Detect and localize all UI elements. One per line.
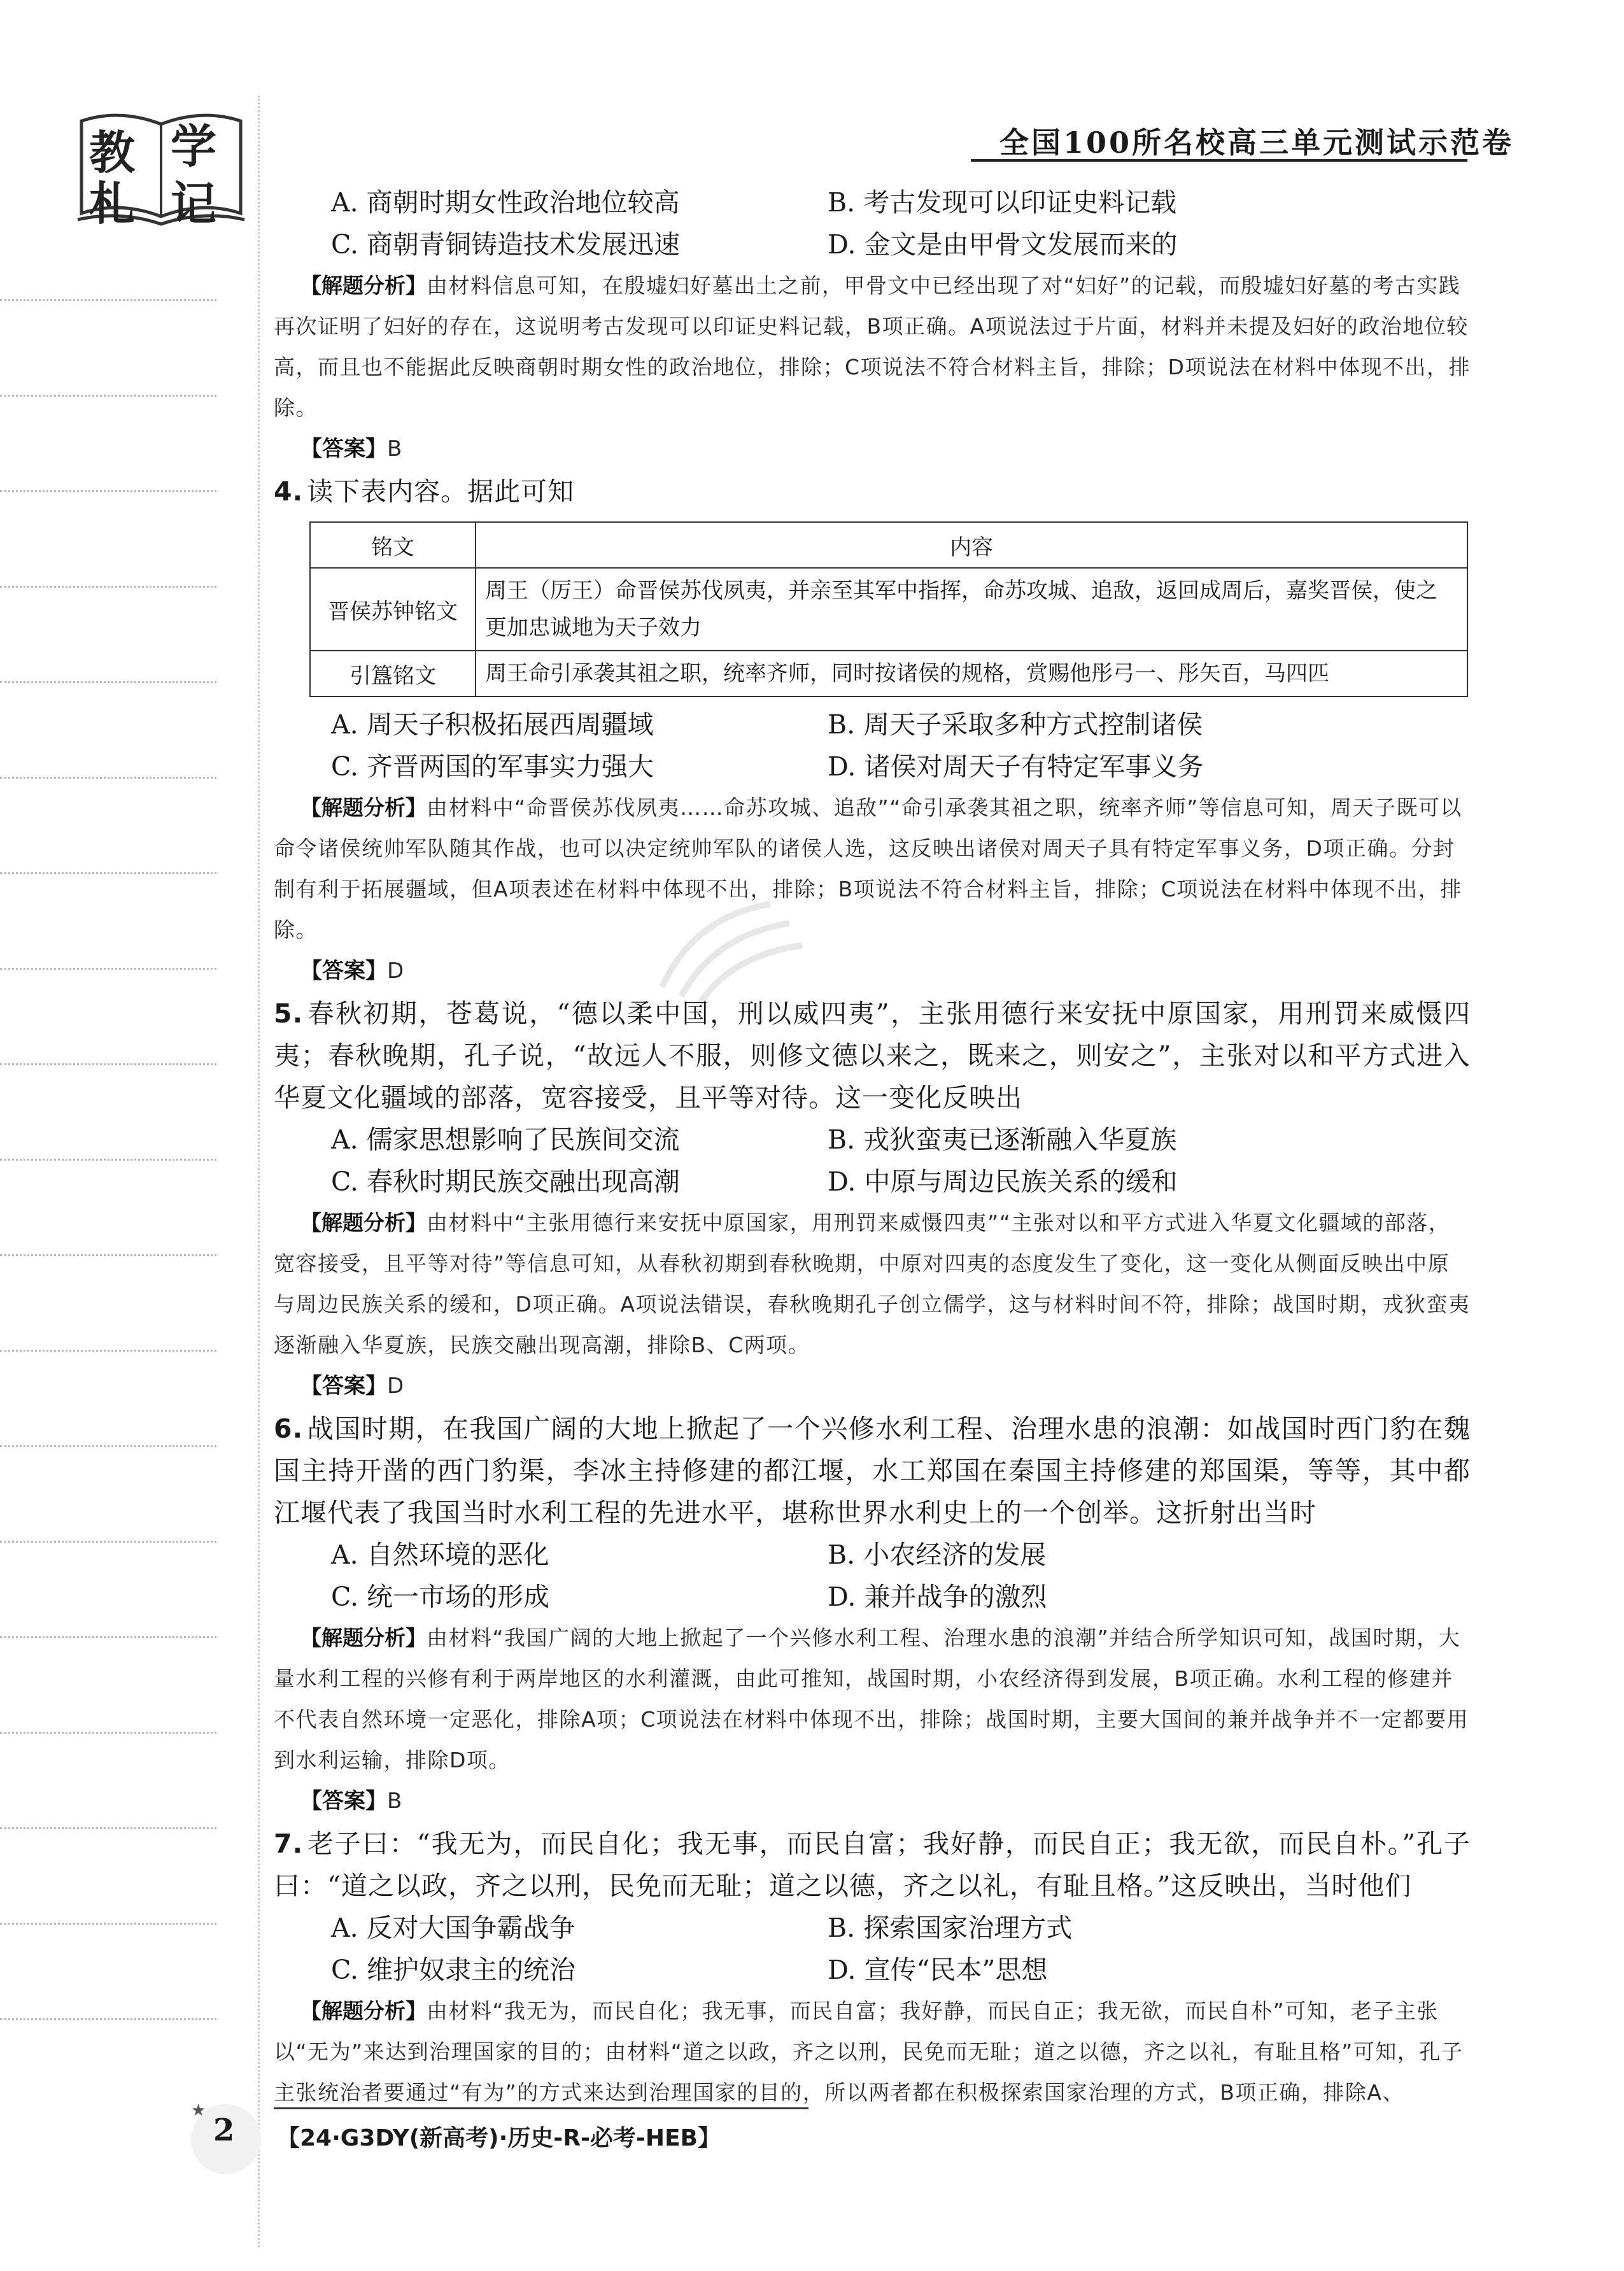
q5-answer bbox=[274, 1366, 1471, 1406]
q4-option-b[interactable]: B. 周天子采取多种方式控制诸侯 bbox=[828, 709, 1203, 740]
notes-logo-char: 学 bbox=[171, 119, 217, 173]
series-title: 全国100所名校高三单元测试示范卷 bbox=[999, 125, 1515, 160]
note-line bbox=[0, 1923, 216, 1925]
q6-analysis-text: 由材料“我国广阔的大地上掀起了一个兴修水利工程、治理水患的浪潮”并结合所学知识可知，战国时期，大量水利工程的兴修有利于两岸地区的水利灌溉，由此可推知，战国时期，小农经济得到发展，B项正确。水利工程的修建并不代表自然环境一定恶化，排除A项；C项说法在材料中体现不出，排除；战国时期，主要大国间的兼并战争并不一定都要用到水利运输，排除D项。 bbox=[274, 1625, 1469, 1772]
analysis-label: 【解题分析】 bbox=[300, 1625, 427, 1650]
q4-stem-text: 读下表内容。据此可知 bbox=[307, 476, 575, 507]
q4-option-a[interactable]: A. 周天子积极拓展西周疆域 bbox=[331, 709, 654, 740]
note-line bbox=[0, 2018, 216, 2020]
q7-option-b[interactable]: B. 探索国家治理方式 bbox=[828, 1913, 1073, 1943]
q6-answer bbox=[274, 1781, 1471, 1822]
note-line bbox=[0, 681, 216, 683]
q7-option-c[interactable]: C. 维护奴隶主的统治 bbox=[331, 1955, 575, 1985]
table-row bbox=[310, 568, 1467, 651]
answer-label: 【答案】 bbox=[300, 1788, 387, 1814]
q5-stem bbox=[274, 993, 1471, 1119]
question-content bbox=[274, 181, 1471, 2113]
notes-margin bbox=[0, 0, 229, 2271]
table-cell-inscription: 晋侯苏钟铭文 bbox=[310, 568, 476, 651]
q4-number: 4. bbox=[274, 476, 304, 507]
q7-analysis bbox=[274, 1991, 1471, 2113]
q5-option-b[interactable]: B. 戎狄蛮夷已逐渐融入华夏族 bbox=[828, 1124, 1177, 1155]
q4-option-c[interactable]: C. 齐晋两国的军事实力强大 bbox=[331, 751, 654, 782]
analysis-label: 【解题分析】 bbox=[300, 273, 427, 298]
q3-answer-value: B bbox=[387, 436, 402, 462]
q5-analysis bbox=[274, 1203, 1471, 1366]
header-rule bbox=[971, 159, 1467, 162]
q4-answer-value: D bbox=[387, 958, 404, 984]
notes-logo-char: 记 bbox=[171, 176, 217, 230]
q5-options bbox=[274, 1119, 1471, 1203]
answer-label: 【答案】 bbox=[300, 1373, 387, 1399]
table-row bbox=[310, 651, 1467, 697]
exam-code: 【24·G3DY(新高考)·历史-R-必考-HEB】 bbox=[277, 2125, 721, 2151]
q7-number: 7. bbox=[274, 1829, 304, 1859]
notes-logo-char: 札 bbox=[89, 176, 136, 230]
notes-logo-char: 教 bbox=[89, 125, 136, 180]
note-line bbox=[0, 1827, 216, 1829]
q6-option-c[interactable]: C. 统一市场的形成 bbox=[331, 1581, 549, 1612]
q4-options bbox=[274, 704, 1471, 788]
note-line bbox=[0, 1445, 216, 1447]
table-cell-inscription: 引簋铭文 bbox=[310, 651, 476, 697]
star-icon: ★ bbox=[191, 2101, 206, 2120]
note-line bbox=[0, 777, 216, 779]
note-line bbox=[0, 395, 216, 397]
note-line bbox=[0, 1636, 216, 1638]
note-line bbox=[0, 299, 216, 301]
q3-option-b[interactable]: B. 考古发现可以印证史料记载 bbox=[828, 187, 1177, 218]
q7-options bbox=[274, 1907, 1471, 1991]
q6-stem bbox=[274, 1408, 1471, 1534]
note-line bbox=[0, 1541, 216, 1543]
q4-stem bbox=[274, 470, 1471, 513]
q3-answer bbox=[274, 428, 1471, 469]
q6-options bbox=[274, 1534, 1471, 1618]
q4-analysis-text: 由材料中“命晋侯苏伐夙夷……命苏攻城、追敌”“命引承袭其祖之职，统率齐师”等信息可知，周天子既可以命令诸侯统帅军队随其作战，也可以决定统帅军队的诸侯人选，这反映出诸侯对周天子具有特定军事义务，D项正确。分封制有利于拓展疆域，但A项表述在材料中体现不出，排除；B项说法不符合材料主旨，排除；C项说法在材料中体现不出，排除。 bbox=[274, 795, 1462, 942]
footer-rule bbox=[274, 2107, 808, 2109]
note-line bbox=[0, 1254, 216, 1256]
q7-stem bbox=[274, 1823, 1471, 1907]
note-line bbox=[0, 490, 216, 492]
q5-option-a[interactable]: A. 儒家思想影响了民族间交流 bbox=[331, 1124, 680, 1155]
table-cell-content: 周王（厉王）命晋侯苏伐夙夷，并亲至其军中指挥，命苏攻城、追敌，返回成周后，嘉奖晋侯，使之更加忠诚地为天子效力 bbox=[476, 568, 1467, 651]
q3-option-c[interactable]: C. 商朝青铜铸造技术发展迅速 bbox=[331, 229, 680, 260]
note-line bbox=[0, 1350, 216, 1352]
analysis-label: 【解题分析】 bbox=[300, 1999, 427, 2023]
q7-option-d[interactable]: D. 宣传“民本”思想 bbox=[828, 1955, 1048, 1985]
answer-label: 【答案】 bbox=[300, 958, 387, 984]
q6-option-b[interactable]: B. 小农经济的发展 bbox=[828, 1539, 1047, 1570]
q6-number: 6. bbox=[274, 1413, 304, 1444]
q5-stem-text: 春秋初期，苍葛说，“德以柔中国，刑以威四夷”，主张用德行来安抚中原国家，用刑罚来威慑四夷；春秋晚期，孔子说，“故远人不服，则修文德以来之，既来之，则安之”，主张对以和平方式进入华夏文化疆域的部落，宽容接受，且平等对待。这一变化反映出 bbox=[274, 998, 1471, 1113]
analysis-label: 【解题分析】 bbox=[300, 1210, 427, 1235]
note-line bbox=[0, 1732, 216, 1734]
notes-logo bbox=[75, 108, 247, 229]
note-line bbox=[0, 586, 216, 588]
q3-analysis bbox=[274, 265, 1471, 428]
q7-option-a[interactable]: A. 反对大国争霸战争 bbox=[331, 1913, 575, 1943]
table-header-inscription: 铭文 bbox=[310, 522, 476, 568]
q6-option-a[interactable]: A. 自然环境的恶化 bbox=[331, 1539, 549, 1570]
margin-divider bbox=[258, 96, 260, 2247]
q7-analysis-text: 由材料“我无为，而民自化；我无事，而民自富；我好静，而民自正；我无欲，而民自朴”可知，老子主张以“无为”来达到治理国家的目的；由材料“道之以政，齐之以刑，民免而无耻；道之以德，齐之以礼，有耻且格”可知，孔子主张统治者要通过“有为”的方式来达到治理国家的目的，所以两者都在积极探索国家治理的方式，B项正确，排除A、 bbox=[274, 1999, 1464, 2105]
q5-option-c[interactable]: C. 春秋时期民族交融出现高潮 bbox=[331, 1166, 680, 1197]
q5-answer-value: D bbox=[387, 1373, 404, 1399]
answer-label: 【答案】 bbox=[300, 436, 387, 462]
q6-option-d[interactable]: D. 兼并战争的激烈 bbox=[828, 1581, 1047, 1612]
page-number: 2 bbox=[213, 2112, 235, 2148]
q3-option-a[interactable]: A. 商朝时期女性政治地位较高 bbox=[331, 187, 680, 218]
table-cell-content: 周王命引承袭其祖之职，统率齐师，同时按诸侯的规格，赏赐他彤弓一、彤矢百，马四匹 bbox=[476, 651, 1467, 697]
q3-option-d[interactable]: D. 金文是由甲骨文发展而来的 bbox=[828, 229, 1178, 260]
q4-answer bbox=[274, 951, 1471, 991]
q5-option-d[interactable]: D. 中原与周边民族关系的缓和 bbox=[828, 1166, 1178, 1197]
q3-analysis-text: 由材料信息可知，在殷墟妇好墓出土之前，甲骨文中已经出现了对“妇好”的记载，而殷墟妇好墓的考古实践再次证明了妇好的存在，这说明考古发现可以印证史料记载，B项正确。A项说法过于片面，材料并未提及妇好的政治地位较高，而且也不能据此反映商朝时期女性的政治地位，排除；C项说法不符合材料主旨，排除；D项说法在材料中体现不出，排除。 bbox=[274, 273, 1471, 420]
q4-table bbox=[309, 521, 1468, 697]
q7-stem-text: 老子曰：“我无为，而民自化；我无事，而民自富；我好静，而民自正；我无欲，而民自朴。”孔子曰：“道之以政，齐之以刑，民免而无耻；道之以德，齐之以礼，有耻且格。”这反映出，当时他们 bbox=[274, 1829, 1471, 1901]
table-header-content: 内容 bbox=[476, 522, 1467, 568]
table-header-row bbox=[310, 522, 1467, 568]
note-line bbox=[0, 1159, 216, 1161]
q4-analysis bbox=[274, 788, 1471, 951]
note-line bbox=[0, 1063, 216, 1065]
note-line bbox=[0, 968, 216, 970]
q6-analysis bbox=[274, 1618, 1471, 1781]
q4-option-d[interactable]: D. 诸侯对周天子有特定军事义务 bbox=[828, 751, 1204, 782]
q3-options bbox=[274, 181, 1471, 265]
q5-analysis-text: 由材料中“主张用德行来安抚中原国家，用刑罚来威慑四夷”“主张对以和平方式进入华夏文化疆域的部落，宽容接受，且平等对待”等信息可知，从春秋初期到春秋晚期，中原对四夷的态度发生了变化，这一变化从侧面反映出中原与周边民族关系的缓和，D项正确。A项说法错误，春秋晚期孔子创立儒学，这与材料时间不符，排除；战国时期，戎狄蛮夷逐渐融入华夏族，民族交融出现高潮，排除B、C两项。 bbox=[274, 1210, 1471, 1357]
analysis-label: 【解题分析】 bbox=[300, 795, 427, 820]
note-line bbox=[0, 872, 216, 874]
q6-answer-value: B bbox=[387, 1788, 402, 1814]
q6-stem-text: 战国时期，在我国广阔的大地上掀起了一个兴修水利工程、治理水患的浪潮：如战国时西门豹在魏国主持开凿的西门豹渠，李冰主持修建的都江堰，水工郑国在秦国主持修建的郑国渠，等等，其中都江堰代表了我国当时水利工程的先进水平，堪称世界水利史上的一个创举。这折射出当时 bbox=[274, 1413, 1471, 1528]
q5-number: 5. bbox=[274, 998, 304, 1029]
